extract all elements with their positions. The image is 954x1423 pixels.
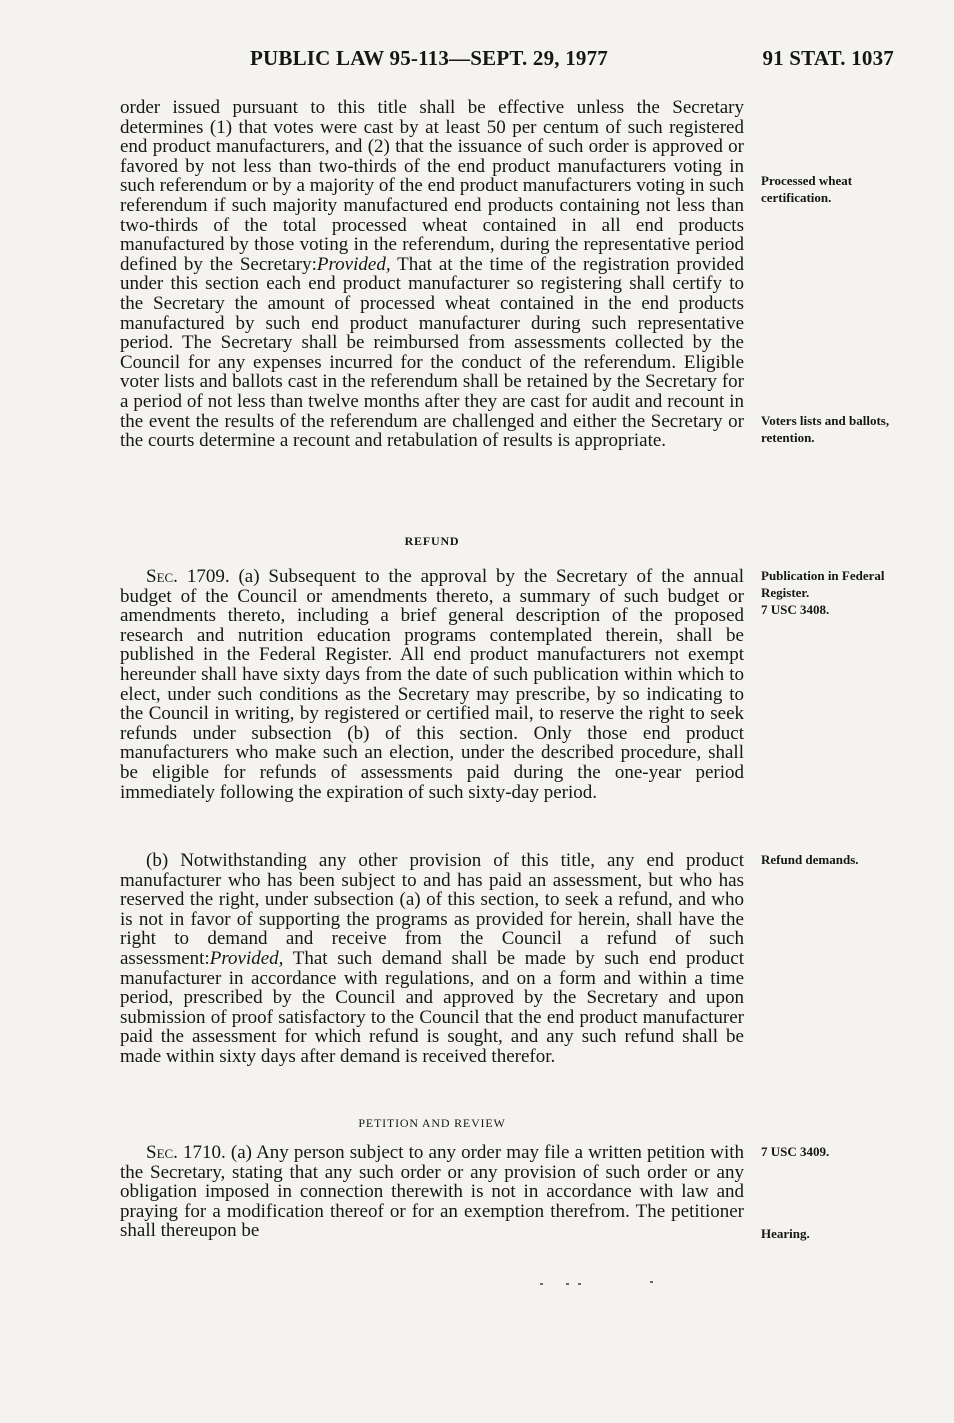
section-label: Sec. — [146, 1142, 178, 1163]
scan-speck — [566, 1283, 569, 1285]
paragraph-sec-1709-a — [120, 567, 744, 802]
scan-speck — [650, 1281, 653, 1283]
margin-note-refund-demands: Refund demands. — [761, 852, 859, 867]
margin-note-usc-3409: 7 USC 3409. — [761, 1144, 830, 1159]
paragraph-text: (b) Notwithstanding any other provision of this title, any end product manufacturer who has been subject to and has paid an assessment, but who has reserved the right, under subsection (a) of this section, to seek a refund, and who is not in favor of supporting the programs as provided for herein, shall have the right to demand and receive from the Council a refund of such assessment: — [120, 850, 744, 969]
provided-italic: Provided, — [316, 253, 391, 275]
scan-speck — [540, 1283, 543, 1285]
scan-speck — [578, 1283, 581, 1285]
paragraph-text: 1709. (a) Subsequent to the approval by the Secretary of the annual budget of the Council or amendments thereto, a summary of such budget or amendments thereto, including a brief general description of the proposed research and nutrition education programs contemplated therein, shall be published in the Federal Register. All end product manufacturers not exempt hereunder shall have sixty days from the date of such publication within which to elect, under such conditions as the Secretary may prescribe, by so indicating to the Council in writing, by registered or certified mail, to reserve the right to seek refunds under subsection (b) of this section. Only those end product manufacturers who make such an election, under the described procedure, shall be eligible for refunds of assessments paid during the one-year period immediately following the expiration of such sixty-day period. — [120, 566, 744, 803]
header-statute-page: 91 STAT. 1037 — [762, 46, 894, 70]
section-heading-petition: PETITION AND REVIEW — [358, 1116, 506, 1130]
paragraph-sec-1710-a — [120, 1143, 744, 1241]
margin-note-federal-register: Publication in Federal Register. — [761, 568, 885, 600]
section-heading-refund: REFUND — [404, 534, 460, 548]
header-public-law: PUBLIC LAW 95-113—SEPT. 29, 1977 — [250, 46, 609, 70]
margin-note-processed-wheat: Processed wheat certification. — [761, 173, 853, 205]
paragraph-text: 1710. (a) Any person subject to any order may file a written petition with the Secretary, stating that any such order or any provision of such order or any obligation imposed in connection therewith is not in accordance with law and praying for a modification thereof or for an exemption therefrom. The petitioner shall thereupon be — [120, 1142, 744, 1242]
paragraph-text: order issued pursuant to this title shall be effective unless the Secretary determines (1) that votes were cast by at least 50 per centum of such registered end product manufacturers, and (2) that the issuance of such order is approved or favored by not less than two-thirds of the end product manufacturers voting in such referendum or by a majority of the end product manufacturers voting in such referendum if such majority manufactured end products containing not less than two-thirds of the total processed wheat contained in all end products manufactured by those voting in the referendum, during the representative period defined by the Secretary: — [120, 97, 744, 275]
page-header — [250, 46, 894, 74]
paragraph-text-continued: That such demand shall be made by such end product manufacturer in accordance with regulations, and on a form and within a time period, prescribed by the Council and approved by the Secretary and upon submission of proof satisfactory to the Council that the end product manufacturer paid the assessment for which refund is sought, and any such refund shall be made within sixty days after demand is received therefor. — [120, 947, 744, 1067]
paragraph-text-continued: That at the time of the registration provided under this section each end product manufacturer so registering shall certify to the Secretary the amount of processed wheat contained in the end products manufactured by such end product manufacturer during such representative period. The Secretary shall be reimbursed from assessments collected by the Council for any expenses incurred for the conduct of the referendum. Eligible voter lists and ballots cast in the referendum shall be retained by the Secretary for a period of not less than twelve months after they are cast for audit and recount in the event the results of the referendum are challenged and either the Secretary or the courts determine a recount and retabulation of results is appropriate. — [120, 253, 744, 452]
margin-note-hearing: Hearing. — [761, 1226, 810, 1241]
paragraph-sec-1709-b — [120, 851, 744, 1067]
margin-note-usc-3408: 7 USC 3408. — [761, 602, 830, 617]
provided-italic: Provided, — [209, 947, 284, 969]
margin-note-publication — [761, 567, 911, 618]
margin-note-voters-lists: Voters lists and ballots, retention. — [761, 413, 890, 445]
paragraph-referendum — [120, 98, 744, 451]
section-label: Sec. — [146, 566, 178, 587]
